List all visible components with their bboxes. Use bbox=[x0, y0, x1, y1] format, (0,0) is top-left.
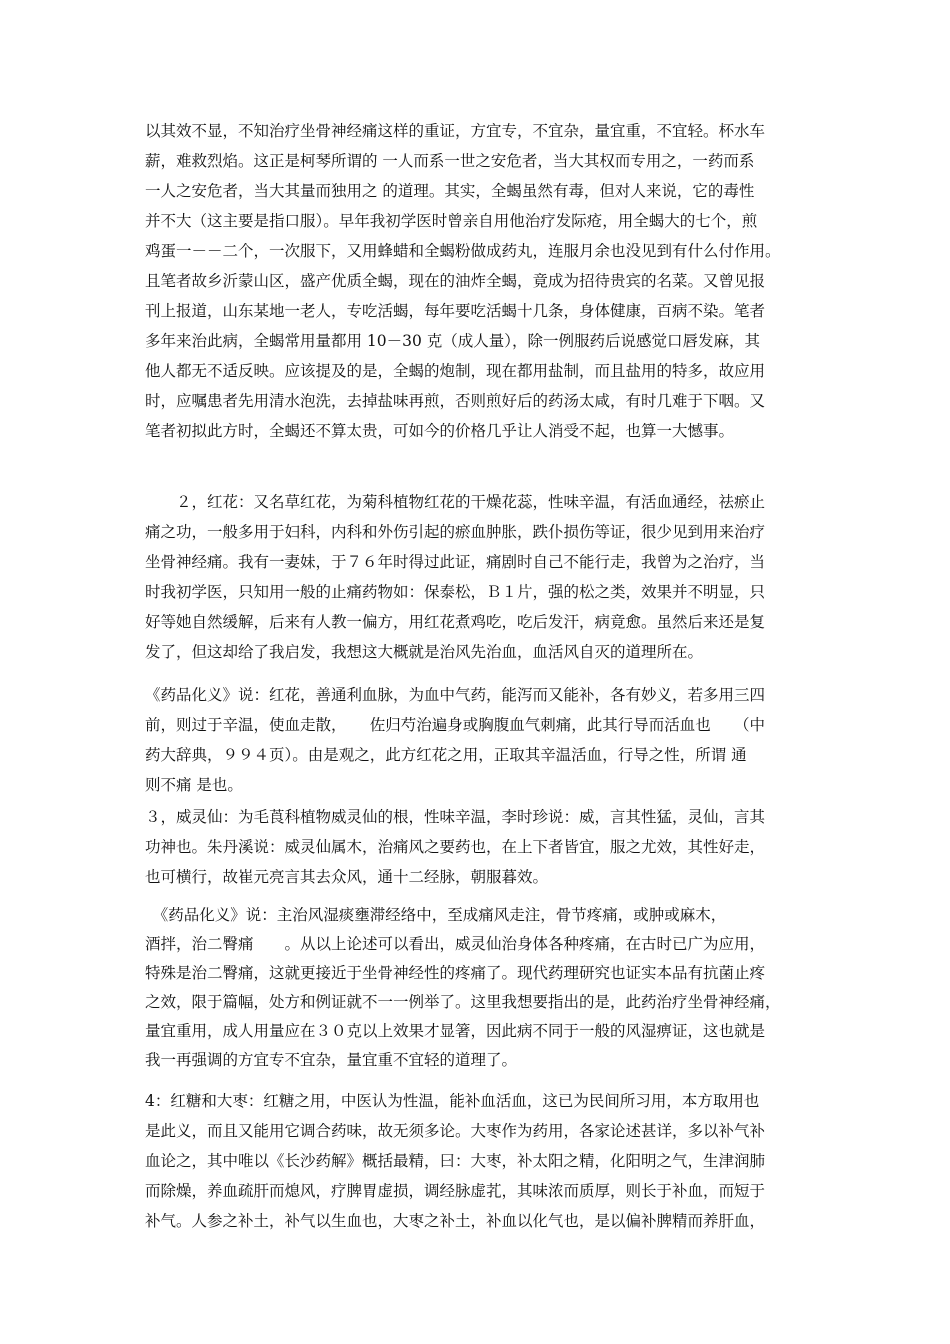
text-line: 则不痛 是也。 bbox=[145, 776, 243, 794]
text-line: 他人都无不适反映。应该提及的是，全蝎的炮制，现在都用盐制，而且盐用的特多，故应用 bbox=[145, 362, 766, 380]
text-line: 坐骨神经痛。我有一妻妹，于７６年时得过此证，痛剧时自己不能行走，我曾为之治疗，当 bbox=[145, 553, 766, 571]
text-line: 之效，限于篇幅，处方和例证就不一一例举了。这里我想要指出的是，此药治疗坐骨神经痛， bbox=[145, 993, 781, 1011]
text-line: 鸡蛋一－－二个，一次服下，又用蜂蜡和全蝎粉做成药丸，连服月余也没见到有什么付作用。 bbox=[145, 242, 781, 260]
text-line: 时，应嘱患者先用清水泡洗，去掉盐味再煎，否则煎好后的药汤太咸，有时几难于下咽。又 bbox=[145, 392, 766, 410]
text-line: 4：红糖和大枣：红糖之用，中医认为性温，能补血活血，这已为民间所习用，本方取用也 bbox=[145, 1092, 760, 1110]
text-line: 药大辞典，９９４页）。由是观之，此方红花之用，正取其辛温活血，行导之性，所谓 通 bbox=[145, 746, 747, 764]
text-line: 痛之功，一般多用于妇科，内科和外伤引起的瘀血肿胀，跌仆损伤等证，很少见到用来治疗 bbox=[145, 523, 766, 541]
text-line: 《药品化义》说：主治风湿痰壅滞经络中，至成痛风走注，骨节疼痛，或肿或麻木， bbox=[145, 906, 727, 924]
paragraph-brown-sugar-jujube bbox=[145, 1086, 810, 1236]
text-line: 是此义，而且又能用它调合药味，故无须多论。大枣作为药用，各家论述甚详，多以补气补 bbox=[145, 1122, 766, 1140]
text-line: 笔者初拟此方时，全蝎还不算太贵，可如今的价格几乎让人消受不起，也算一大憾事。 bbox=[145, 422, 735, 440]
paragraph-scorpion-dosage bbox=[145, 116, 810, 446]
text-line: 一人之安危者，当大其量而独用之 的道理。其实，全蝎虽然有毒，但对人来说，它的毒性 bbox=[145, 182, 755, 200]
text-line: 以其效不显，不知治疗坐骨神经痛这样的重证，方宜专，不宜杂，量宜重，不宜轻。杯水车 bbox=[145, 122, 766, 140]
text-line: 功神也。朱丹溪说：威灵仙属木，治痛风之要药也，在上下者皆宜，服之尤效，其性好走， bbox=[145, 838, 766, 856]
text-line: 多年来治此病，全蝎常用量都用 10－30 克（成人量），除一例服药后说感觉口唇发麻，其 bbox=[145, 332, 761, 350]
paragraph-clematis-quote bbox=[145, 901, 810, 1075]
paragraph-safflower-quote bbox=[145, 680, 810, 800]
text-line: 特殊是治二臀痛，这就更接近于坐骨神经性的疼痛了。现代药理研究也证实本品有抗菌止疼 bbox=[145, 964, 766, 982]
text-line: 《药品化义》说：红花，善通利血脉，为血中气药，能泻而又能补，各有妙义，若多用三四 bbox=[145, 686, 766, 704]
text-line: 刊上报道，山东某地一老人，专吃活蝎，每年要吃活蝎十几条，身体健康，百病不染。笔者 bbox=[145, 302, 766, 320]
text-line: 我一再强调的方宜专不宜杂，量宜重不宜轻的道理了。 bbox=[145, 1051, 518, 1069]
text-line: 酒拌，治二臀痛 。从以上论述可以看出，威灵仙治身体各种疼痛，在古时已广为应用， bbox=[145, 935, 766, 953]
text-line: 补气。人参之补土，补气以生血也，大枣之补土，补血以化气也，是以偏补脾精而养肝血， bbox=[145, 1212, 766, 1230]
text-line: 且笔者故乡沂蒙山区，盛产优质全蝎，现在的油炸全蝎，竟成为招待贵宾的名菜。又曾见报 bbox=[145, 272, 766, 290]
text-line: 并不大（这主要是指口服）。早年我初学医时曾亲自用他治疗发际疮，用全蝎大的七个，煎 bbox=[145, 212, 758, 230]
text-line: 时我初学医，只知用一般的止痛药物如：保泰松，Ｂ１片，强的松之类，效果并不明显，只 bbox=[145, 583, 766, 601]
paragraph-clematis bbox=[145, 802, 810, 892]
paragraph-safflower bbox=[145, 487, 810, 667]
text-line: ２，红花：又名草红花，为菊科植物红花的干燥花蕊，性味辛温，有活血通经，祛瘀止 bbox=[145, 493, 766, 511]
text-line: 量宜重用，成人用量应在３０克以上效果才显箸，因此病不同于一般的风湿痹证，这也就是 bbox=[145, 1022, 766, 1040]
text-line: ３，威灵仙：为毛莨科植物威灵仙的根，性味辛温，李时珍说：威，言其性猛，灵仙，言其 bbox=[145, 808, 766, 826]
text-line: 而除燥，养血疏肝而熄风，疗脾胃虚损，调经脉虚芤，其味浓而质厚，则长于补血，而短于 bbox=[145, 1182, 766, 1200]
text-line: 薪，难救烈焰。这正是柯琴所谓的 一人而系一世之安危者，当大其权而专用之，一药而系 bbox=[145, 152, 755, 170]
text-line: 血论之，其中唯以《长沙药解》概括最精，曰：大枣，补太阳之精，化阳明之气，生津润肺 bbox=[145, 1152, 766, 1170]
text-line: 前，则过于辛温，使血走散， 佐归芍治遍身或胸腹血气刺痛，此其行导而活血也 （中 bbox=[145, 716, 766, 734]
text-line: 发了，但这却给了我启发，我想这大概就是治风先治血，血活风自灭的道理所在。 bbox=[145, 643, 704, 661]
text-line: 好等她自然缓解，后来有人教一偏方，用红花煮鸡吃，吃后发汗，病竟愈。虽然后来还是复 bbox=[145, 613, 766, 631]
text-line: 也可横行，故崔元亮言其去众风，通十二经脉，朝服暮效。 bbox=[145, 868, 549, 886]
